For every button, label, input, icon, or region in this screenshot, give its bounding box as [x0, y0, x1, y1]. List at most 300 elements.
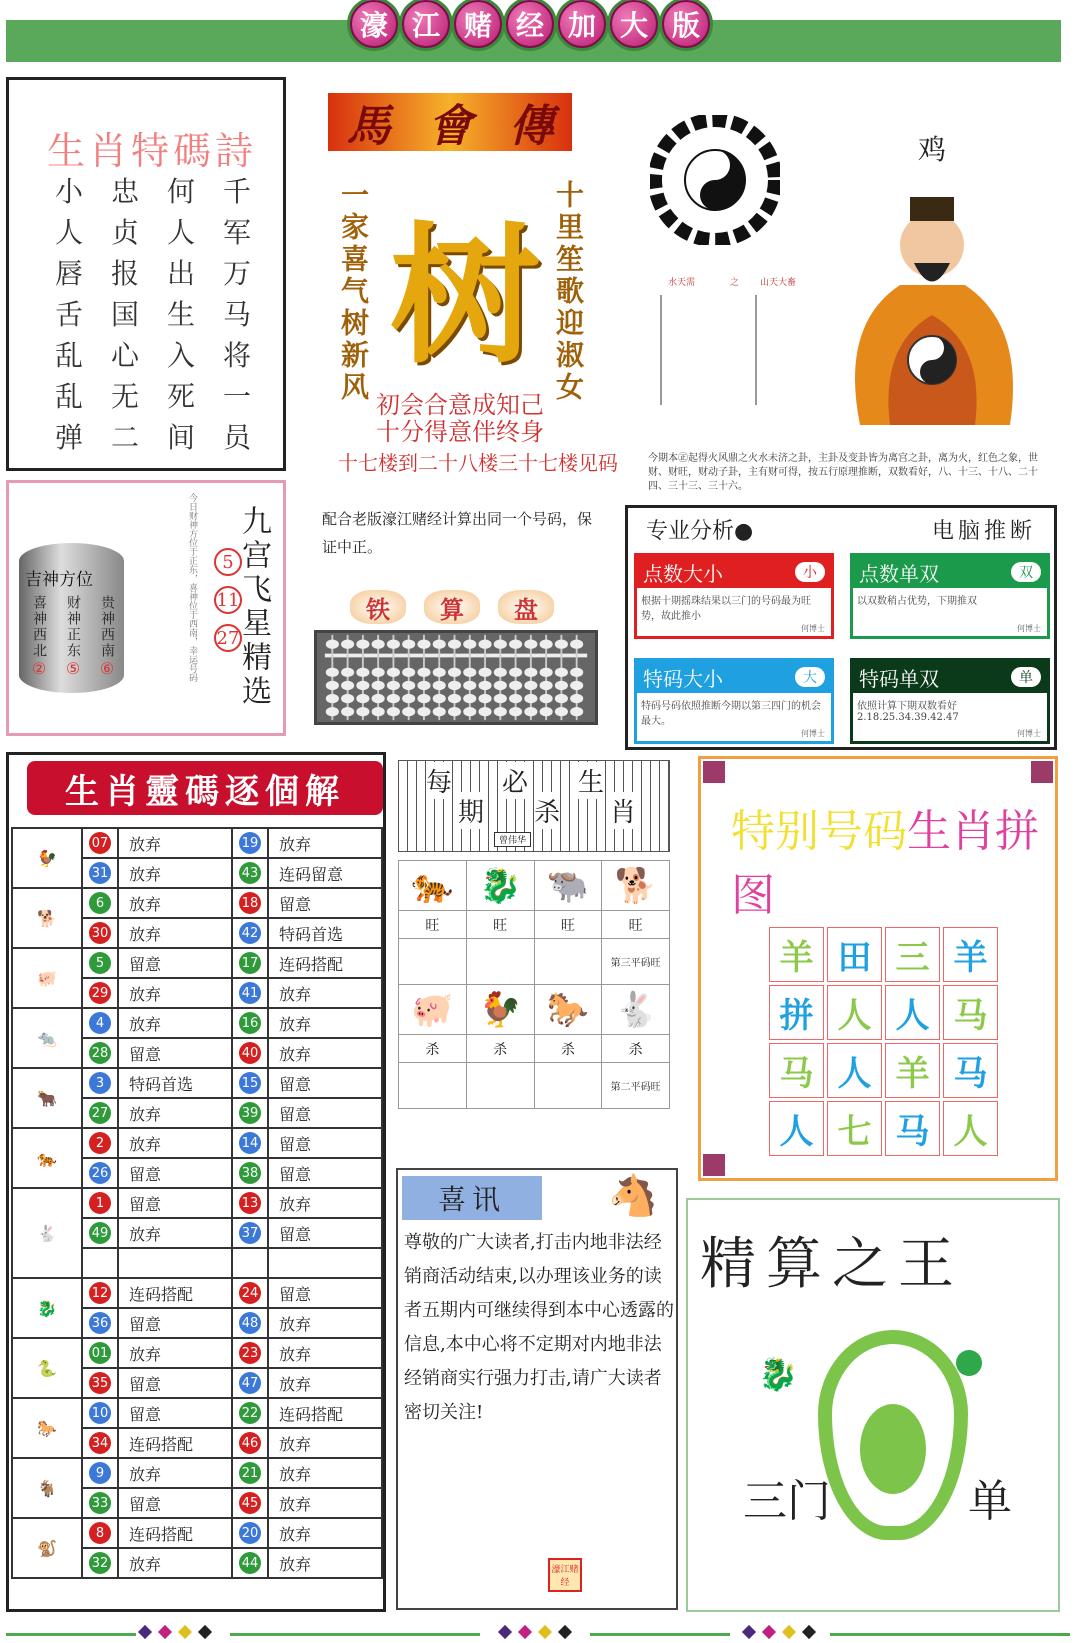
number-cell: [232, 1278, 268, 1308]
poem-char: 心: [110, 339, 139, 372]
zodiac-icon: 🐎: [546, 989, 590, 1030]
zodiac-table-panel: [6, 752, 386, 1612]
advice-cell: 放弃: [268, 1308, 382, 1338]
zodiac-label: 旺: [534, 911, 602, 939]
advice-cell: 留意: [118, 1188, 232, 1218]
number-ball: 14: [239, 1132, 261, 1154]
stamp: 濠江赌经: [548, 1558, 582, 1592]
zodiac-icon: 🐖: [411, 989, 454, 1030]
analysis-panel: [625, 505, 1057, 750]
note-cell: [466, 939, 534, 985]
number-ball: 5: [89, 952, 111, 974]
note-cell: [399, 1063, 467, 1109]
zodiac-label: 杀: [602, 1035, 670, 1063]
number-cell: [82, 828, 118, 858]
table-row: [12, 948, 382, 978]
nine-title: 九宫飞星精选: [236, 505, 271, 709]
dragon-icon: 🐉: [758, 1355, 798, 1393]
number-ball: 10: [89, 1402, 111, 1424]
side-text: 今日财神方位于正东，喜神位于西南，幸运号码: [187, 493, 197, 682]
number-ball: 07: [89, 832, 111, 854]
number-cell: [232, 1218, 268, 1248]
advice-cell: 放弃: [268, 1038, 382, 1068]
puzzle-tile: 羊: [885, 1043, 940, 1098]
advice-cell: 放弃: [118, 1008, 232, 1038]
advice-cell: 连码搭配: [118, 1518, 232, 1548]
analysis-box-sig: 何博士: [801, 624, 825, 633]
advice-cell: 留意: [268, 1218, 382, 1248]
accuracy-note: 配合老版濠江赌经计算出同一个号码，保证中正。: [322, 510, 593, 556]
analysis-box-title: 点数单双: [859, 561, 939, 586]
puzzle-tile: 人: [827, 985, 882, 1040]
advice-cell: 留意: [118, 1158, 232, 1188]
number-cell: [232, 978, 268, 1008]
cylinder-col-text: 贵神西南: [99, 595, 115, 659]
hexagram-lines: [660, 295, 830, 405]
analysis-box-body: 根据十期摇珠结果以三门的号码最为旺势，故此推小: [641, 596, 811, 622]
advice-cell: 放弃: [118, 918, 232, 948]
title-char: 大: [610, 0, 658, 48]
number-ball: 49: [89, 1222, 111, 1244]
notice-body: 尊敬的广大读者,打击内地非法经销商活动结束,以办理该业务的读者五期内可继续得到本中心透露的信息,本中心将不定期对内地非法经销商实行强力打击,请广大读者密切关注!: [404, 1232, 674, 1423]
number-ball: 9: [89, 1462, 111, 1484]
zodiac-icon: 🐉: [478, 865, 522, 906]
advice-cell: 放弃: [118, 1458, 232, 1488]
note-cell: [466, 1063, 534, 1109]
poem-char: 报: [110, 257, 139, 290]
number-ball: 43: [239, 862, 261, 884]
number-cell: [232, 1518, 268, 1548]
poem-char: 乱: [54, 380, 83, 413]
poem-panel: [6, 77, 286, 471]
advice-cell: 连码搭配: [268, 948, 382, 978]
zodiac-icon: 🐓: [12, 828, 82, 888]
number-cell: [82, 1488, 118, 1518]
zodiac-cell: [602, 985, 670, 1035]
number-ball: 18: [239, 892, 261, 914]
advice-cell: 放弃: [118, 1218, 232, 1248]
advice-cell: 放弃: [268, 978, 382, 1008]
advice-cell: 留意: [268, 1098, 382, 1128]
number-ball: 36: [89, 1312, 111, 1334]
puzzle-tile: 田: [827, 927, 882, 982]
analysis-box-sig: 何博士: [801, 729, 825, 738]
poem-char: 弹: [54, 421, 83, 454]
notice-title: 喜讯: [402, 1176, 542, 1220]
advice-cell: 放弃: [118, 1098, 232, 1128]
number-ball: 4: [89, 1012, 111, 1034]
advice-cell: 放弃: [268, 1338, 382, 1368]
advice-cell: 放弃: [268, 828, 382, 858]
puzzle-panel: [698, 756, 1058, 1181]
zodiac-icon: 🐐: [12, 1458, 82, 1518]
analysis-title-left: 专业分析●: [646, 519, 754, 544]
analysis-box: [850, 553, 1050, 639]
number-ball: 48: [239, 1312, 261, 1334]
table-row: [12, 1278, 382, 1308]
poem-char: 员: [222, 421, 251, 454]
abacus-icon: [314, 630, 598, 725]
number-cell: [232, 888, 268, 918]
top-calc-panel: [686, 1198, 1060, 1612]
advice-cell: 留意: [118, 1308, 232, 1338]
table-row: [12, 1008, 382, 1038]
advice-cell: 放弃: [118, 858, 232, 888]
puzzle-tile: 三: [885, 927, 940, 982]
zodiac-cell: [466, 985, 534, 1035]
sage-figure-icon: [830, 175, 1035, 430]
number-ball: 13: [239, 1192, 261, 1214]
advice-cell: 连码搭配: [118, 1428, 232, 1458]
left-label: 三门: [743, 1476, 831, 1527]
title-char: 赌: [454, 0, 502, 48]
analysis-box-title: 特码大小: [643, 666, 723, 691]
advice-cell: 连码搭配: [118, 1278, 232, 1308]
label-row: [399, 911, 670, 939]
number-cell: [82, 1428, 118, 1458]
analysis-box-head: [637, 661, 831, 693]
advice-cell: 放弃: [268, 1548, 382, 1578]
poem-char: 忠: [110, 175, 139, 208]
header-bottom: [458, 792, 636, 829]
mahui-char: 傳: [509, 101, 554, 152]
pear-icon: [818, 1330, 968, 1540]
puzzle-tile: 马: [885, 1101, 940, 1156]
puzzle-title-a: 特别号码: [731, 806, 907, 857]
number-ball: 40: [239, 1042, 261, 1064]
cylinder-cols: [29, 595, 117, 678]
horse-head-icon: 🐴: [608, 1173, 658, 1219]
poem-char: 出: [166, 257, 195, 290]
puzzle-tile: 人: [827, 1043, 882, 1098]
cylinder-col-text: 喜神西北: [31, 595, 47, 659]
number-ball: 21: [239, 1462, 261, 1484]
analysis-box-sig: 何博士: [1017, 729, 1041, 738]
poem-char: 无: [110, 380, 139, 413]
puzzle-tile: 马: [769, 1043, 824, 1098]
puzzle-tile: 马: [943, 1043, 998, 1098]
number-ball: 44: [239, 1552, 261, 1574]
number-cell: [232, 1548, 268, 1578]
number-ball: 32: [89, 1552, 111, 1574]
number-ball: 8: [89, 1522, 111, 1544]
number-cell: [82, 1398, 118, 1428]
abacus-title-char: 铁: [350, 590, 406, 624]
analysis-box-pill: 大: [795, 667, 825, 687]
poem-char: 小: [54, 175, 83, 208]
analysis-box-pill: 单: [1011, 667, 1041, 687]
analysis-box-body: 依照计算下期双数看好2.18.25.34.39.42.47: [857, 701, 959, 723]
number-cell: [232, 1368, 268, 1398]
poem-char: 军: [222, 216, 251, 249]
number-ball: 27: [89, 1102, 111, 1124]
table-row: [12, 828, 382, 858]
advice-cell: 放弃: [118, 828, 232, 858]
poem-char: 舌: [54, 298, 83, 331]
number-ball: 42: [239, 922, 261, 944]
hexagram-mid: 之: [730, 278, 740, 288]
poem-char: 唇: [54, 257, 83, 290]
zodiac-icon: 🐅: [12, 1128, 82, 1188]
advice-cell: [118, 1248, 232, 1278]
zodiac-label: 旺: [399, 911, 467, 939]
advice-cell: 放弃: [118, 888, 232, 918]
number-cell: [232, 1338, 268, 1368]
analysis-box-head: [853, 556, 1047, 588]
zodiac-cell: [534, 861, 602, 911]
poem-char: 贞: [110, 216, 139, 249]
cylinder-col: [97, 595, 117, 678]
table-row: [12, 1128, 382, 1158]
number-ball: 24: [239, 1282, 261, 1304]
cylinder-col-num: ②: [31, 659, 47, 678]
number-ball: 23: [239, 1342, 261, 1364]
advice-cell: 留意: [118, 948, 232, 978]
number-cell: [232, 858, 268, 888]
footer-divider: [0, 1625, 1080, 1643]
table-row: [12, 1518, 382, 1548]
number-cell: [82, 888, 118, 918]
poem-char: 万: [222, 257, 251, 290]
note-row: [399, 939, 670, 985]
puzzle-tile: 拼: [769, 985, 824, 1040]
puzzle-title-b: 生肖拼图: [731, 806, 1039, 921]
advice-cell: 连码搭配: [268, 1398, 382, 1428]
number-cell: [232, 1308, 268, 1338]
number-ball: 47: [239, 1372, 261, 1394]
note-row: [399, 1063, 670, 1109]
header-char: 每: [426, 762, 452, 799]
number-cell: [82, 1068, 118, 1098]
right-verse: 十里笙歌迎淑女: [552, 180, 585, 404]
lucky-number: 5: [214, 548, 242, 576]
zodiac-icon: 🐃: [546, 865, 590, 906]
couplet-line-3: 十七楼到二十八楼三十七楼见码: [338, 451, 618, 475]
nine-palace-panel: [6, 480, 286, 736]
poem-char: 生: [166, 298, 195, 331]
number-cell: [232, 1068, 268, 1098]
zodiac-label: 杀: [399, 1035, 467, 1063]
poem-char: 二: [110, 421, 139, 454]
number-ball: 29: [89, 982, 111, 1004]
poem-char: 马: [222, 298, 251, 331]
poem-char: 国: [110, 298, 139, 331]
zodiac-note: 第二平码旺: [610, 1081, 661, 1093]
header-char: 期: [458, 792, 484, 829]
number-cell: [82, 1008, 118, 1038]
number-cell: [232, 1428, 268, 1458]
number-ball: 46: [239, 1432, 261, 1454]
number-ball: 01: [89, 1342, 111, 1364]
zodiac-icon: 🐂: [12, 1068, 82, 1128]
advice-cell: 连码留意: [268, 858, 382, 888]
puzzle-title: [731, 795, 1055, 923]
iron-abacus-title: [350, 590, 554, 624]
advice-cell: 放弃: [268, 1458, 382, 1488]
cylinder-col-num: ⑥: [99, 659, 115, 678]
puzzle-tile: 羊: [769, 927, 824, 982]
number-ball: 28: [89, 1042, 111, 1064]
zodiac-cell: [466, 861, 534, 911]
poem-char: 一: [222, 380, 251, 413]
analysis-box-sig: 何博士: [1017, 624, 1041, 633]
big-char: 树: [390, 208, 541, 384]
advice-cell: 放弃: [268, 1428, 382, 1458]
number-cell: [232, 1248, 268, 1278]
zodiac-icon: 🐖: [12, 948, 82, 1008]
analysis-box: [850, 658, 1050, 744]
analysis-box-title: 点数大小: [643, 561, 723, 586]
advice-cell: 放弃: [268, 1188, 382, 1218]
mahui-char: 會: [427, 101, 472, 152]
poem-char: 人: [54, 216, 83, 249]
label-row: [399, 1035, 670, 1063]
lucky-number: 27: [214, 624, 242, 652]
zodiac-icon: 🐒: [12, 1518, 82, 1578]
number-cell: [82, 1038, 118, 1068]
advice-cell: 留意: [118, 1488, 232, 1518]
number-ball: 2: [89, 1132, 111, 1154]
table-row: [12, 888, 382, 918]
zodiac-note: 第三平码旺: [610, 957, 661, 969]
zodiac-cell: [534, 985, 602, 1035]
header-char: 必: [502, 762, 528, 799]
number-ball: 12: [89, 1282, 111, 1304]
number-cell: [82, 1128, 118, 1158]
advice-cell: 放弃: [268, 1488, 382, 1518]
zodiac-icon: 🐇: [12, 1188, 82, 1278]
zodiac-icon: 🐇: [614, 989, 657, 1030]
top-calc-title: 精算之王: [700, 1232, 964, 1297]
note-cell: [602, 939, 670, 985]
advice-cell: 留意: [268, 888, 382, 918]
number-cell: [232, 918, 268, 948]
poem-char: 人: [166, 216, 195, 249]
advice-cell: 放弃: [118, 1128, 232, 1158]
number-ball: 34: [89, 1432, 111, 1454]
abacus-title-char: 算: [424, 590, 480, 624]
advice-cell: 放弃: [268, 1008, 382, 1038]
puzzle-tile: 人: [943, 1101, 998, 1156]
number-cell: [82, 1458, 118, 1488]
zodiac-icon: 🐍: [12, 1338, 82, 1398]
poem-char: 间: [166, 421, 195, 454]
notice-panel: [396, 1168, 678, 1610]
cylinder: [19, 543, 124, 693]
right-label: 单: [968, 1476, 1012, 1527]
number-cell: [82, 1278, 118, 1308]
cylinder-title: 吉神方位: [25, 570, 93, 590]
number-cell: [82, 1518, 118, 1548]
advice-cell: 放弃: [118, 978, 232, 1008]
bagua-icon: [650, 115, 780, 245]
ball-icon: [956, 1350, 982, 1376]
zodiac-grid: [398, 860, 670, 1109]
puzzle-tile: 七: [827, 1101, 882, 1156]
number-cell: [232, 1398, 268, 1428]
analysis-box: [634, 553, 834, 639]
zodiac-cell: [602, 861, 670, 911]
advice-cell: 留意: [118, 1038, 232, 1068]
zodiac-label: 鸡: [918, 133, 947, 166]
must-kill-panel: [398, 760, 670, 1130]
mahui-title: [328, 93, 572, 151]
advice-cell: 特码首选: [268, 918, 382, 948]
number-ball: 39: [239, 1102, 261, 1124]
number-cell: [82, 1308, 118, 1338]
title-char: 濠: [350, 0, 398, 48]
number-cell: [82, 1218, 118, 1248]
cylinder-col-num: ⑤: [65, 659, 81, 678]
puzzle-tile: 人: [769, 1101, 824, 1156]
header-char: 肖: [610, 792, 636, 829]
title-char: 版: [662, 0, 710, 48]
advice-cell: 留意: [268, 1278, 382, 1308]
advice-cell: 放弃: [268, 1368, 382, 1398]
analysis-box-body: 特码号码依照推断今期以第三四门的机会最大。: [641, 701, 821, 727]
number-ball: 30: [89, 922, 111, 944]
number-cell: [82, 1368, 118, 1398]
couplet-line-1: 初会合意成知己: [376, 391, 544, 419]
icon-row: [399, 861, 670, 911]
hexagram-left: 水天需: [668, 278, 696, 288]
advice-cell: 特码首选: [118, 1068, 232, 1098]
cylinder-col-text: 财神正东: [65, 595, 81, 659]
number-cell: [232, 1098, 268, 1128]
number-ball: 1: [89, 1192, 111, 1214]
number-cell: [232, 1038, 268, 1068]
mahui-char: 馬: [346, 101, 391, 152]
number-cell: [232, 1488, 268, 1518]
puzzle-tile: 羊: [943, 927, 998, 982]
number-ball: 6: [89, 892, 111, 914]
poem-char: 死: [166, 380, 195, 413]
number-cell: [232, 948, 268, 978]
poem-char: 将: [222, 339, 251, 372]
note-cell: [534, 1063, 602, 1109]
advice-cell: 留意: [268, 1128, 382, 1158]
zodiac-label: 杀: [466, 1035, 534, 1063]
page-title: [350, 0, 710, 48]
number-cell: [82, 978, 118, 1008]
number-ball: 41: [239, 982, 261, 1004]
number-ball: 35: [89, 1372, 111, 1394]
couplet-line-2: 十分得意伴终身: [376, 418, 544, 446]
number-cell: [82, 1338, 118, 1368]
number-cell: [232, 1158, 268, 1188]
number-ball: 16: [239, 1012, 261, 1034]
poem-char: 乱: [54, 339, 83, 372]
analysis-box-pill: 小: [795, 562, 825, 582]
puzzle-tile: 马: [943, 985, 998, 1040]
analysis-box: [634, 658, 834, 744]
zodiac-table: [11, 827, 383, 1579]
table-row: [12, 1338, 382, 1368]
hexagram-right: 山天大畜: [760, 278, 797, 288]
number-ball: 37: [239, 1222, 261, 1244]
number-ball: 38: [239, 1162, 261, 1184]
number-ball: 15: [239, 1072, 261, 1094]
abacus-title-char: 盘: [498, 590, 554, 624]
number-cell: [82, 1158, 118, 1188]
number-ball: 33: [89, 1492, 111, 1514]
zodiac-label: 旺: [602, 911, 670, 939]
note-cell: [534, 939, 602, 985]
analysis-title-right: 电脑推断: [931, 519, 1036, 544]
zodiac-icon: 🐀: [12, 1008, 82, 1068]
number-cell: [82, 1548, 118, 1578]
zodiac-label: 杀: [534, 1035, 602, 1063]
